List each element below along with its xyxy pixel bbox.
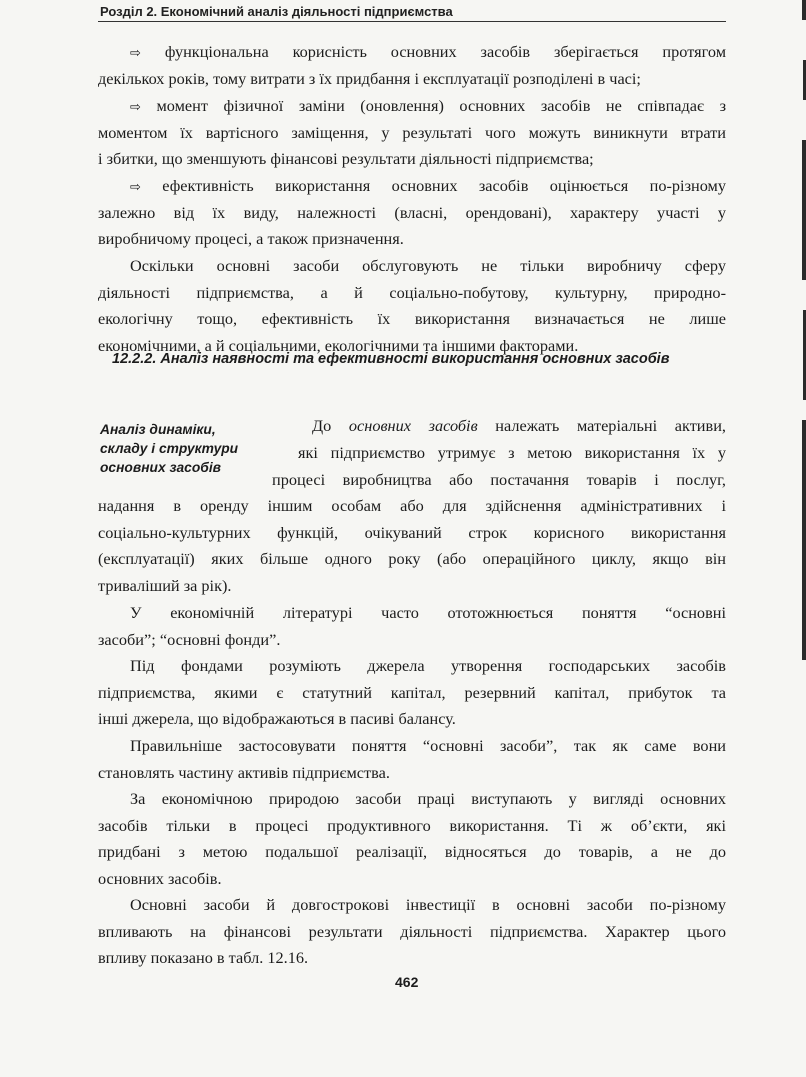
- text-line: Оскільки основні засоби обслуговують не тільки виробничу сферу: [130, 256, 726, 275]
- text-line: процесі виробництва або постачання товарів і послуг,: [272, 470, 726, 489]
- text-line: економічними, а й соціальними, екологічними та іншими факторами.: [98, 335, 579, 355]
- definition-line-3: [272, 467, 726, 494]
- text-line: надання в оренду іншим особам або для здійснення адміністративних і: [98, 496, 726, 515]
- text-line: Під фондами розуміють джерела утворення господарських засобів: [130, 656, 726, 675]
- text-line: За економічною природою засоби праці виступають у вигляді основних: [130, 789, 726, 808]
- paragraph-nature: [98, 786, 726, 892]
- text-line: соціально-культурних функцій, очікуваний строк корисного використання: [98, 522, 726, 542]
- arrow-right-icon: ⇨: [130, 180, 141, 195]
- page-number: 462: [395, 974, 419, 990]
- paragraph-correct-term: [98, 733, 726, 786]
- text-line: екологічну тощо, ефективність їх використання визначається не лише: [98, 309, 726, 328]
- bullet-line: декількох років, тому витрати з їх придбання і експлуатації розподілені в часі;: [98, 68, 641, 88]
- text-line: впливають на фінансові результати діяльності підприємства. Характер цього: [98, 921, 726, 941]
- margin-note: [100, 420, 280, 477]
- arrow-right-icon: ⇨: [130, 46, 141, 61]
- text-line: інші джерела, що відображаються в пасиві балансу.: [98, 709, 456, 728]
- margin-note-line: складу і структури: [100, 441, 239, 456]
- definition-rest: [98, 493, 726, 599]
- text-line: діяльності підприємства, а й соціально-побутову, культурну, природно-: [98, 282, 726, 302]
- bullet-line: ⇨ функціональна корисність основних засобів зберігається протягом: [130, 42, 726, 61]
- term-italic: основних засобів: [348, 416, 478, 435]
- bullet-line: ⇨ момент фізичної заміни (оновлення) основних засобів не співпадає з: [130, 96, 726, 115]
- text-line: Правильніше застосовувати поняття “основні засоби”, так як саме вони: [130, 736, 726, 755]
- scan-edge-shadow: [802, 140, 806, 280]
- bullet-item-2: [98, 93, 726, 173]
- bullet-item-3: [98, 173, 726, 253]
- paragraph-terms: [98, 600, 726, 653]
- definition-line-2: [298, 440, 726, 467]
- paragraph-impact: [98, 892, 726, 972]
- bullet-line: ⇨ ефективність використання основних засобів оцінюється по-різному: [130, 176, 726, 195]
- arrow-right-icon: ⇨: [130, 100, 141, 115]
- scan-edge-shadow: [802, 0, 806, 20]
- text-line: впливу показано в табл. 12.16.: [98, 948, 309, 967]
- text-line: засобів тільки в процесі продуктивного використання. Ті ж об’єкти, які: [98, 815, 726, 835]
- margin-note-line: основних засобів: [100, 460, 221, 475]
- bullet-line: і збитки, що зменшують фінансові результати діяльності підприємства;: [98, 149, 594, 168]
- text-line: До основних засобів належать матеріальні активи,: [312, 416, 726, 435]
- text-line: триваліший за рік).: [98, 575, 232, 595]
- bullet-line: залежно від їх виду, належності (власні, орендовані), характеру участі у: [98, 202, 726, 222]
- text-line: Основні засоби й довгострокові інвестиції в основні засоби по-різному: [130, 895, 726, 914]
- bullet-line: виробничому процесі, а також призначення.: [98, 229, 404, 248]
- text-line: підприємства, якими є статутний капітал, резервний капітал, прибуток та: [98, 682, 726, 702]
- header-rule: [98, 21, 726, 22]
- text-line: (експлуатації) яких більше одного року (або операційного циклу, якщо він: [98, 549, 726, 568]
- bullet-line: моментом їх вартісного заміщення, у результаті чого можуть виникнути втрати: [98, 122, 726, 142]
- definition-line-1: [312, 413, 726, 440]
- text-line: становлять частину активів підприємства.: [98, 762, 390, 782]
- margin-note-line: Аналіз динаміки,: [100, 422, 216, 437]
- scan-edge-shadow: [802, 420, 806, 660]
- bullet-item-1: [98, 39, 726, 92]
- text-line: придбані з метою подальшої реалізації, відносяться до товарів, а не до: [98, 842, 726, 861]
- paragraph-funds: [98, 653, 726, 733]
- text-line: які підприємство утримує з метою використання їх у: [298, 443, 726, 462]
- text-line: засоби”; “основні фонди”.: [98, 629, 281, 649]
- running-header: Розділ 2. Економічний аналіз діяльності підприємства: [100, 4, 453, 19]
- text-line: основних засобів.: [98, 868, 222, 888]
- paragraph-scope: [98, 253, 726, 359]
- section-title: 12.2.2. Аналіз наявності та ефективності використання основних засобів: [112, 351, 670, 367]
- text-line: У економічній літературі часто ототожнюється поняття “основні: [130, 603, 726, 622]
